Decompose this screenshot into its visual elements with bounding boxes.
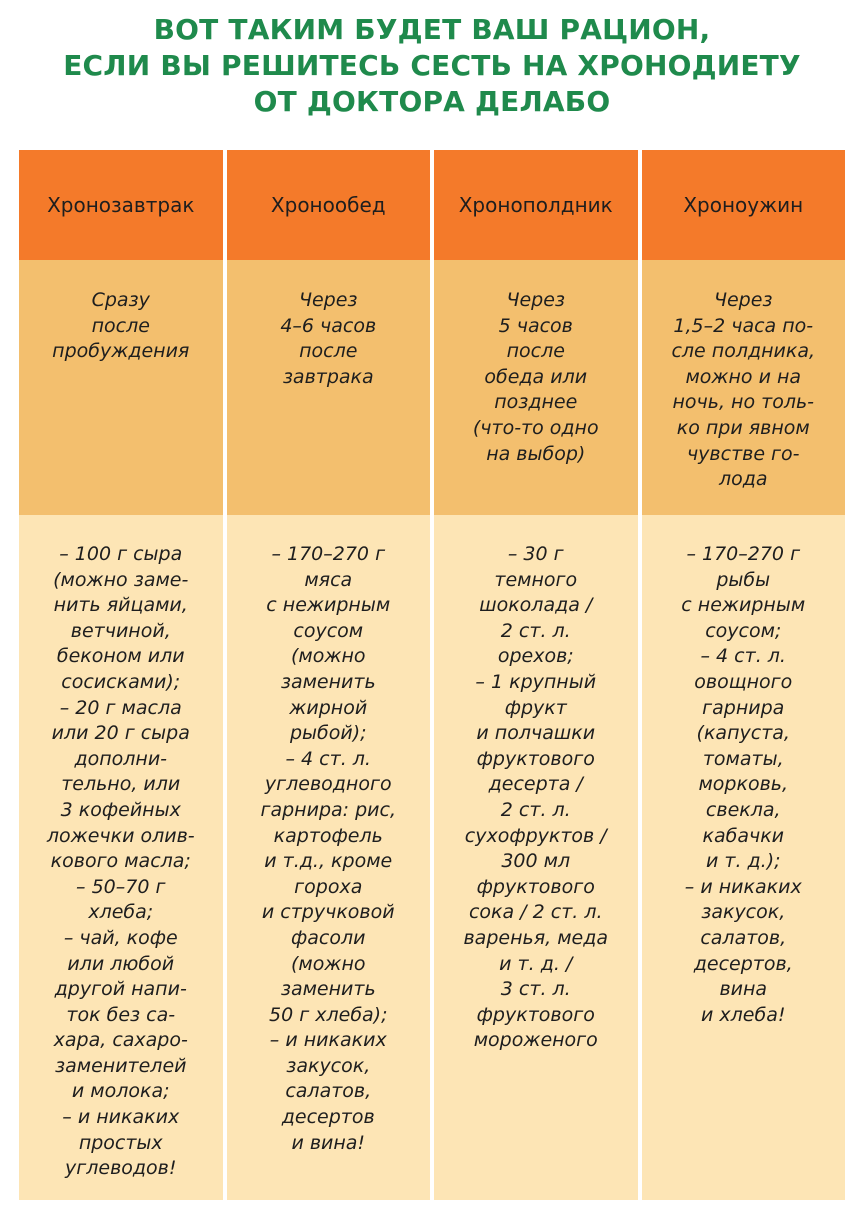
menu-line: гарнира [702,696,785,719]
menu-line: и молока; [71,1080,170,1103]
menu-line: закусок, [701,901,786,924]
menu-line: фруктового [476,875,595,898]
menu-line: ветчиной, [70,619,171,642]
timing-line: 4–6 часов [280,314,377,337]
menu-line: – и никаких [62,1106,180,1129]
timing-line: обеда или [484,365,588,388]
menu-line: заменителей [55,1054,187,1077]
menu-line: десертов [281,1106,375,1129]
menu-line: – 170–270 г [271,543,386,565]
menu-line: или любой [67,952,175,975]
menu-line: – 170–270 г [686,543,801,565]
menu-line: с нежирным [681,594,806,617]
menu-line: и хлеба! [701,1003,786,1026]
menu-line: – и никаких [269,1029,387,1052]
timing-line: ко при явном [676,416,810,439]
menu-line: и стручковой [261,901,395,924]
menu-line: жирной [289,696,368,719]
menu-line: – и никаких [684,875,802,898]
menu-line: другой напи- [54,978,187,1001]
timing-line: можно и на [685,365,802,388]
menu-line: и вина! [291,1131,366,1154]
menu-line: углеводов! [65,1157,177,1180]
column-header: Хронозавтрак [19,150,223,260]
menu-line: – 30 г [507,543,564,565]
timing-cell [434,260,638,515]
column-lunch [227,150,431,1200]
menu-line: с нежирным [266,594,391,617]
timing-line: 1,5–2 часа по- [673,314,814,337]
menu-line: и т. д. / [499,952,573,975]
timing-line: пробуждения [52,340,190,363]
menu-line: 3 ст. л. [500,978,571,1001]
menu-line: ток без са- [66,1003,176,1026]
menu-line: овощного [694,670,793,693]
menu-line: – 4 ст. л. [700,645,786,668]
menu-cell [642,515,846,1200]
title-line: ВОТ ТАКИМ БУДЕТ ВАШ РАЦИОН, [153,13,711,46]
menu-line: сока / 2 ст. л. [468,901,603,924]
column-breakfast [19,150,223,1200]
column-header: Хронообед [227,150,431,260]
menu-line: 2 ст. л. [500,619,571,642]
menu-line: сосисками); [61,670,181,693]
menu-line: 3 кофейных [60,798,181,821]
menu-line: заменить [280,978,376,1001]
menu-line: картофель [273,824,383,847]
menu-line: сухофруктов / [464,824,607,847]
menu-line: нить яйцами, [53,594,188,617]
menu-line: дополни- [74,747,168,770]
menu-line: 300 мл [501,850,571,873]
menu-line: варенья, меда [463,926,609,949]
menu-line: кового масла; [50,850,191,873]
menu-line: беконом или [56,645,185,668]
menu-line: соусом; [705,619,782,642]
menu-line: тельно, или [61,773,181,796]
column-snack [434,150,638,1200]
menu-line: или 20 г сыра [51,722,190,745]
menu-line: гороха [294,875,363,898]
menu-line: томаты, [702,747,784,770]
menu-line: – 1 крупный [475,670,597,693]
timing-line: Через [506,289,566,311]
menu-line: и полчашки [476,722,596,745]
menu-line: заменить [280,670,376,693]
menu-line: фрукт [504,696,567,719]
menu-line: закусок, [286,1054,371,1077]
timing-line: после [91,314,150,337]
menu-line: мороженого [473,1029,598,1052]
timing-line: Через [298,289,358,311]
menu-line: десертов, [693,952,793,975]
menu-line: хара, сахаро- [53,1029,188,1052]
timing-line: (что-то одно [472,416,599,439]
menu-cell [19,515,223,1200]
menu-line: морковь, [698,773,789,796]
timing-cell [19,260,223,515]
timing-line: ночь, но толь- [672,391,815,414]
menu-line: шоколада / [479,594,593,617]
menu-line: и т.д., кроме [264,850,393,873]
menu-line: гарнира: рис, [260,798,396,821]
menu-line: вина [719,978,768,1001]
timing-line: Сразу [91,289,150,311]
menu-line: и т. д.); [705,850,781,873]
menu-line: рыбы [716,568,771,591]
menu-line: салатов, [700,926,787,949]
menu-line: (можно [290,952,366,975]
menu-line: (можно заме- [53,568,189,591]
menu-line: мяса [304,568,353,591]
menu-line: – чай, кофе [63,926,178,949]
title-line: ОТ ДОКТОРА ДЕЛАБО [253,85,611,118]
timing-line: сле полдника, [671,340,816,363]
column-header: Хроноужин [642,150,846,260]
menu-line: свекла, [705,798,781,821]
menu-line: (можно [290,645,366,668]
menu-line: – 50–70 г [76,875,166,898]
menu-cell [434,515,638,1200]
timing-line: Через [713,289,773,311]
menu-line: фасоли [291,926,366,949]
menu-line: фруктового [476,1003,595,1026]
menu-line: ложечки олив- [46,824,195,847]
timing-line: 5 часов [498,314,573,337]
menu-line: (капуста, [696,722,790,745]
menu-line: кабачки [702,824,785,847]
timing-line: позднее [494,391,578,414]
menu-line: рыбой); [289,722,367,745]
diet-table [19,150,845,1200]
menu-line: – 100 г сыра [59,543,183,565]
menu-line: десерта / [488,773,583,796]
menu-line: темного [494,568,578,591]
menu-cell [227,515,431,1200]
timing-line: после [506,340,565,363]
timing-line: лода [718,468,768,491]
menu-line: хлеба; [88,901,154,924]
timing-cell [227,260,431,515]
menu-line: 2 ст. л. [500,798,571,821]
title-line: ЕСЛИ ВЫ РЕШИТЕСЬ СЕСТЬ НА ХРОНОДИЕТУ [63,49,801,82]
page-title [0,12,864,120]
menu-line: салатов, [285,1080,372,1103]
menu-line: орехов; [497,645,574,668]
menu-line: простых [78,1131,163,1154]
timing-line: завтрака [282,365,374,388]
timing-line: на выбор) [486,442,586,465]
timing-line: после [299,340,358,363]
timing-line: чувстве го- [686,442,800,465]
menu-line: – 4 ст. л. [285,747,371,770]
column-header: Хронополдник [434,150,638,260]
menu-line: фруктового [476,747,595,770]
menu-line: 50 г хлеба); [269,1003,388,1026]
menu-line: – 20 г масла [59,696,182,719]
column-dinner [642,150,846,1200]
menu-line: углеводного [264,773,392,796]
timing-cell [642,260,846,515]
menu-line: соусом [293,619,364,642]
